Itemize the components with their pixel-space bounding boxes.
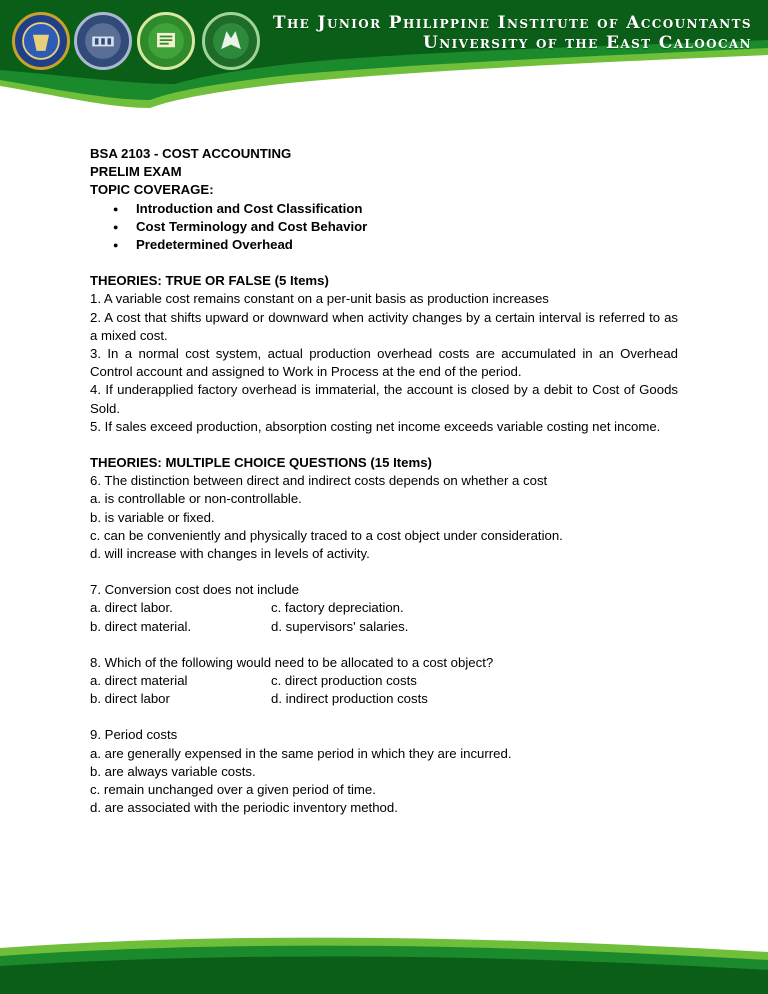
choice: d. will increase with changes in levels of activity.: [90, 546, 370, 562]
choice: a. direct labor.: [90, 600, 173, 616]
choice: c. remain unchanged over a given period of time.: [90, 782, 376, 798]
organization-name: The Junior Philippine Institute of Accountants: [272, 13, 752, 33]
wolf-emblem-logo: [202, 12, 260, 70]
tf-item: 3. In a normal cost system, actual production overhead costs are accumulated in an Overhead Control account and assigned to Work in Process at the end of the period.: [90, 346, 678, 380]
choice: c. factory depreciation.: [271, 600, 404, 616]
tf-item: 2. A cost that shifts upward or downward when activity changes by a certain interval is referred to as a mixed cost.: [90, 309, 678, 343]
choice-row: [90, 618, 678, 636]
topic-item: ● Cost Terminology and Cost Behavior: [90, 218, 678, 236]
topic-item: ● Predetermined Overhead: [90, 236, 678, 254]
tf-item: 5. If sales exceed production, absorption costing net income exceeds variable costing net income.: [90, 418, 661, 434]
choice: d. supervisors' salaries.: [271, 618, 409, 634]
question-stem: 8. Which of the following would need to be allocated to a cost object?: [90, 654, 494, 670]
header-banner: [0, 0, 768, 115]
course-title: BSA 2103 - COST ACCOUNTING: [90, 146, 292, 161]
topic-list: [90, 200, 678, 255]
choice: c. direct production costs: [271, 673, 417, 689]
coverage-label: TOPIC COVERAGE:: [90, 182, 214, 198]
choice-row: [90, 599, 678, 617]
footer-banner: [0, 930, 768, 994]
jpia-logo: [137, 12, 195, 70]
choice: a. direct material: [90, 673, 188, 689]
tf-item: 1. A variable cost remains constant on a per-unit basis as production increases: [90, 291, 549, 307]
tf-item: 4. If underapplied factory overhead is immaterial, the account is closed by a debit to Cost of Goods Sold.: [90, 382, 678, 416]
question-stem: 6. The distinction between direct and indirect costs depends on whether a cost: [90, 473, 548, 489]
choice: b. are always variable costs.: [90, 763, 256, 779]
question-stem: 9. Period costs: [90, 727, 178, 743]
multiple-choice-heading: THEORIES: MULTIPLE CHOICE QUESTIONS (15 Items): [90, 455, 432, 471]
choice: c. can be conveniently and physically traced to a cost object under consideration.: [90, 527, 563, 543]
choice: a. is controllable or non-controllable.: [90, 491, 302, 507]
choice-row: [90, 672, 678, 690]
ue-caloocan-logo: [74, 12, 132, 70]
footer-wave-graphic: [0, 930, 768, 994]
question-stem: 7. Conversion cost does not include: [90, 582, 299, 598]
choice: b. direct material.: [90, 618, 192, 634]
choice: d. indirect production costs: [271, 691, 428, 707]
choice-row: [90, 690, 678, 708]
choice: b. direct labor: [90, 691, 170, 707]
choice: b. is variable or fixed.: [90, 509, 215, 525]
choice: d. are associated with the periodic inventory method.: [90, 800, 398, 816]
institution-seal-logo: [12, 12, 70, 70]
exam-content: [90, 145, 678, 818]
university-name: University of the East Caloocan: [423, 33, 752, 53]
organization-title: [273, 13, 752, 53]
topic-item: ● Introduction and Cost Classification: [90, 200, 678, 218]
choice: a. are generally expensed in the same period in which they are incurred.: [90, 745, 512, 761]
exam-title: PRELIM EXAM: [90, 164, 182, 180]
true-false-heading: THEORIES: TRUE OR FALSE (5 Items): [90, 273, 329, 289]
